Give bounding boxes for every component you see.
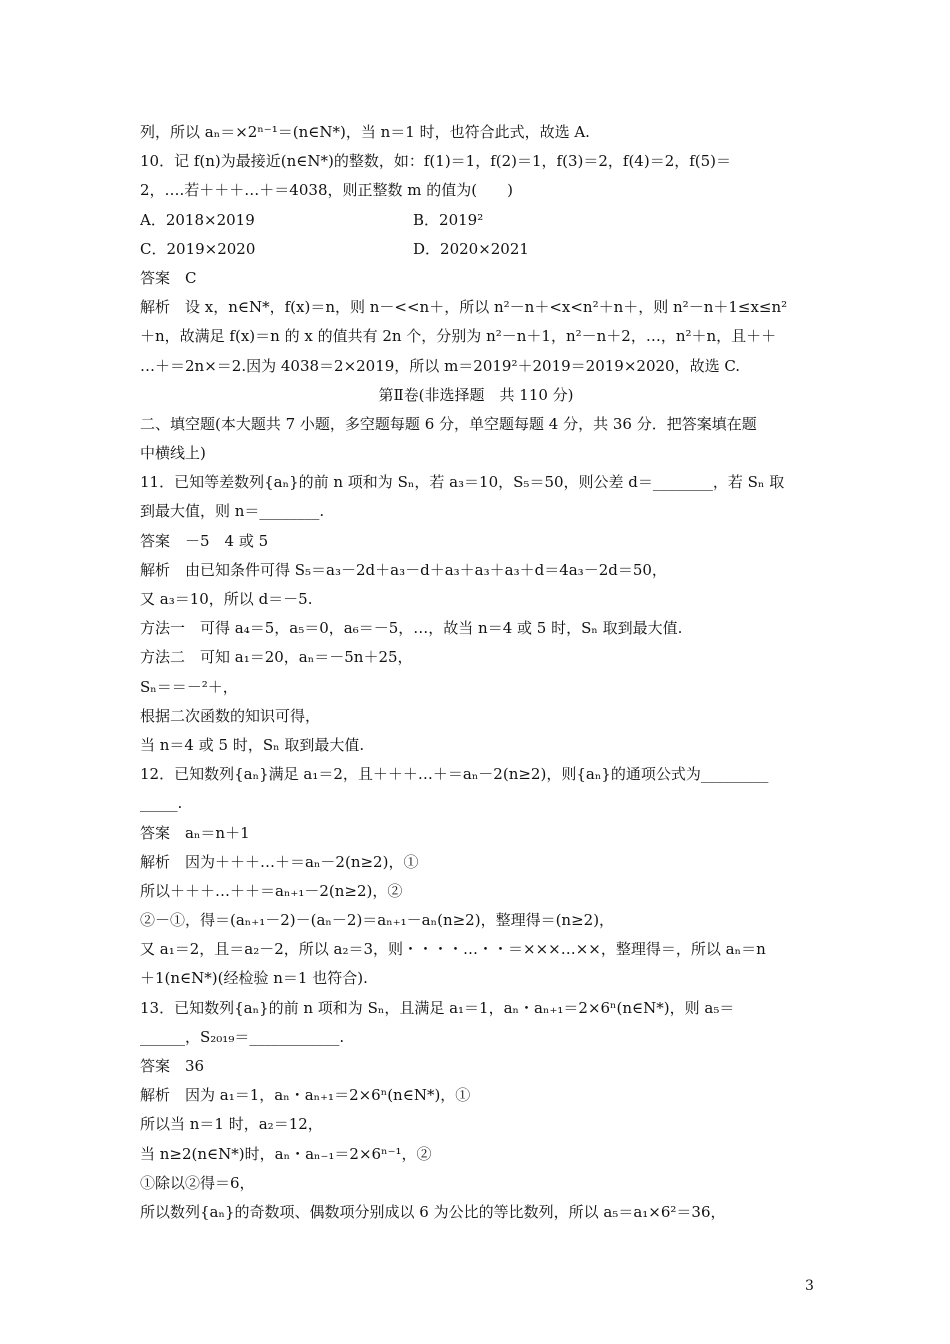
page-number: 3 <box>805 1278 814 1294</box>
option-a: A．2018×2019 <box>140 210 255 229</box>
text-line: 又 a₁＝2，且＝a₂－2，所以 a₂＝3，则・・・・…・・＝×××…××，整理得＝，所以 aₙ＝n <box>140 940 766 959</box>
text-line: 根据二次函数的知识可得， <box>140 706 321 725</box>
text-line: 所以数列{aₙ}的奇数项、偶数项分别成以 6 为公比的等比数列，所以 a₅＝a₁×6²＝36， <box>140 1202 726 1221</box>
text-line: 列，所以 aₙ＝×2ⁿ⁻¹＝(n∈N*)，当 n＝1 时，也符合此式，故选 A. <box>140 123 590 141</box>
options-row <box>140 206 812 235</box>
answer-line: 答案 －5 4 或 5 <box>140 531 269 550</box>
text-line: _____. <box>140 794 183 813</box>
document-page <box>140 118 812 1227</box>
question-10-line: 10．记 f(n)为最接近(n∈N*)的整数，如：f(1)＝1，f(2)＝1，f(3)＝2，f(4)＝2，f(5)＝ <box>140 152 732 171</box>
option-c: C．2019×2020 <box>140 239 256 258</box>
section-heading: 第Ⅱ卷(非选择题 共 110 分) <box>378 385 574 404</box>
option-b: B．2019² <box>413 210 484 229</box>
options-row <box>140 235 812 264</box>
text-line: 中横线上) <box>140 444 206 463</box>
text-line: 2，….若＋＋＋…＋＝4038，则正整数 m 的值为( ) <box>140 181 513 200</box>
section-instruction: 二、填空题(本大题共 7 小题，多空题每题 6 分，单空题每题 4 分，共 36 分．把答案填在题 <box>140 414 757 433</box>
text-line: 所以＋＋＋…＋＋＝aₙ₊₁－2(n≥2)，② <box>140 881 403 900</box>
text-line: Sₙ＝＝－²＋， <box>140 677 238 696</box>
question-11-line: 11．已知等差数列{aₙ}的前 n 项和为 Sₙ，若 a₃＝10，S₅＝50，则公差 d＝________，若 Sₙ 取 <box>140 473 785 492</box>
text-line: 又 a₃＝10，所以 d＝－5. <box>140 590 313 608</box>
option-d: D．2020×2021 <box>413 239 529 258</box>
text-line: 方法二 可知 a₁＝20，aₙ＝－5n＋25， <box>140 648 413 667</box>
text-line: ＋n，故满足 f(x)＝n 的 x 的值共有 2n 个，分别为 n²－n＋1，n²－n＋2，…，n²＋n，且＋＋ <box>140 327 777 346</box>
analysis-line: 解析 设 x，n∈N*，f(x)＝n，则 n－<<n＋，所以 n²－n＋<x<n²＋n＋，则 n²－n＋1≤x≤n² <box>140 298 788 317</box>
question-13-line: 13．已知数列{aₙ}的前 n 项和为 Sₙ，且满足 a₁＝1，aₙ・aₙ₊₁＝2×6ⁿ(n∈N*)，则 a₅＝ <box>140 998 735 1017</box>
question-12-line: 12．已知数列{aₙ}满足 a₁＝2，且＋＋＋…＋＝aₙ－2(n≥2)，则{aₙ}的通项公式为_________ <box>140 765 769 784</box>
text-line: 当 n≥2(n∈N*)时，aₙ・aₙ₋₁＝2×6ⁿ⁻¹，② <box>140 1144 432 1163</box>
answer-line: 答案 36 <box>140 1057 205 1075</box>
text-line: ①除以②得＝6， <box>140 1173 255 1192</box>
text-line: …＋＝2n×＝2.因为 4038＝2×2019，所以 m＝2019²＋2019＝2019×2020，故选 C. <box>140 356 741 375</box>
analysis-line: 解析 因为 a₁＝1，aₙ・aₙ₊₁＝2×6ⁿ(n∈N*)，① <box>140 1086 471 1105</box>
text-line: 到最大值，则 n＝________. <box>140 502 325 521</box>
text-line: ______，S₂₀₁₉＝____________. <box>140 1027 345 1046</box>
answer-line: 答案 aₙ＝n＋1 <box>140 823 250 842</box>
answer-line: 答案 C <box>140 268 197 287</box>
text-line: ＋1(n∈N*)(经检验 n＝1 也符合). <box>140 969 368 988</box>
text-line: 所以当 n＝1 时，a₂＝12， <box>140 1115 323 1134</box>
text-line: ②－①，得＝(aₙ₊₁－2)－(aₙ－2)＝aₙ₊₁－aₙ(n≥2)，整理得＝(n≥2)， <box>140 911 615 930</box>
analysis-line: 解析 由已知条件可得 S₅＝a₃－2d＋a₃－d＋a₃＋a₃＋a₃＋d＝4a₃－2d＝50， <box>140 560 667 579</box>
text-line: 方法一 可得 a₄＝5，a₅＝0，a₆＝－5，…，故当 n＝4 或 5 时，Sₙ 取到最大值. <box>140 619 683 638</box>
analysis-line: 解析 因为＋＋＋…＋＝aₙ－2(n≥2)，① <box>140 852 419 871</box>
text-line: 当 n＝4 或 5 时，Sₙ 取到最大值. <box>140 735 365 754</box>
